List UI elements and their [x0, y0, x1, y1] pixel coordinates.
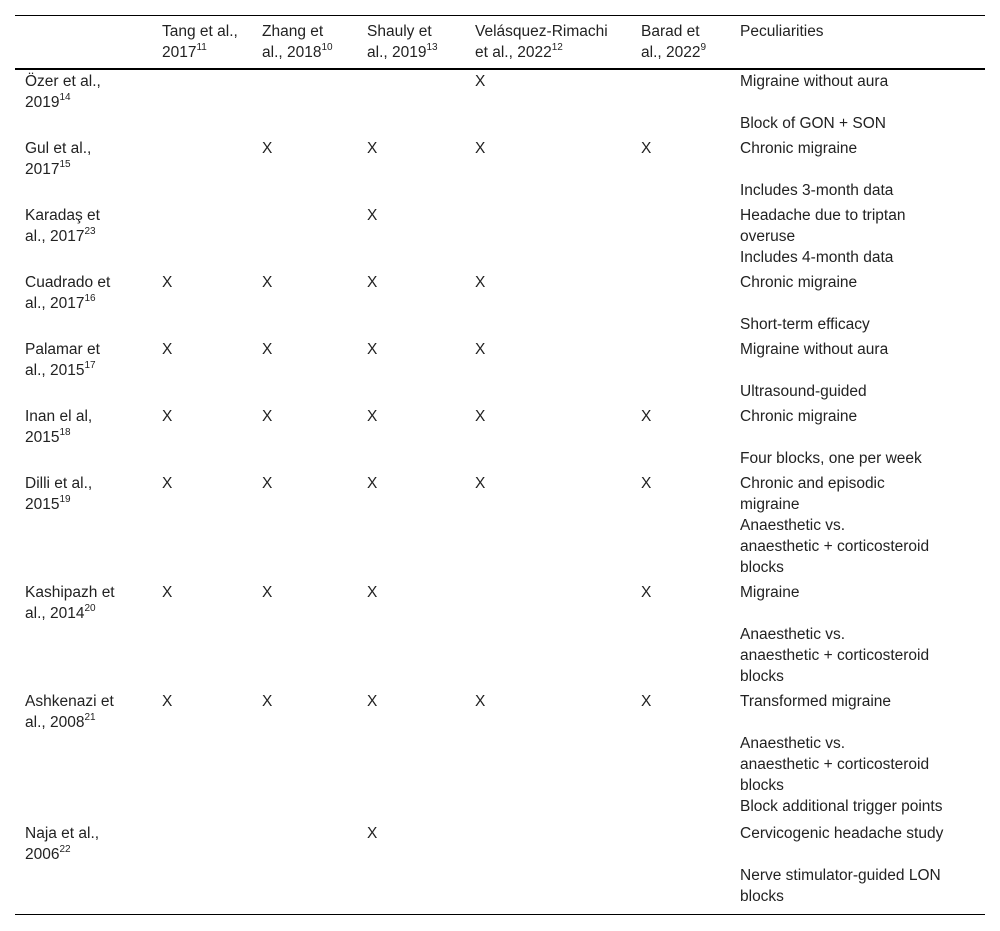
- inclusion-mark: X: [162, 408, 173, 425]
- study-line1: Ashkenazi et: [25, 693, 114, 710]
- study-line1: Palamar et: [25, 341, 100, 358]
- peculiarity-note: Migraine without aura: [740, 341, 889, 358]
- col-header-ref: 9: [700, 41, 707, 53]
- study-cell: [25, 823, 99, 865]
- study-line2: 2015: [25, 429, 60, 446]
- peculiarity-note: Chronic and episodic: [740, 475, 885, 492]
- study-cell: [25, 473, 92, 515]
- study-line1: Karadaş et: [25, 207, 100, 224]
- study-line2: al., 2017: [25, 228, 85, 245]
- col-header-line2: 2017: [162, 44, 197, 61]
- study-line2: al., 2015: [25, 362, 85, 379]
- inclusion-mark: X: [367, 274, 378, 291]
- study-cell: [25, 406, 92, 448]
- inclusion-mark: X: [262, 693, 273, 710]
- peculiarity-note: Chronic migraine: [740, 274, 858, 291]
- study-ref: 17: [84, 359, 96, 371]
- inclusion-mark: X: [475, 341, 486, 358]
- study-line2: 2017: [25, 161, 60, 178]
- peculiarity-note: Headache due to triptan: [740, 207, 906, 224]
- col-header-shauly: [367, 21, 438, 63]
- study-cell: [25, 339, 100, 381]
- inclusion-mark: X: [162, 274, 173, 291]
- peculiarity-note: Chronic migraine: [740, 408, 858, 425]
- inclusion-mark: X: [162, 693, 173, 710]
- col-header-ref: 12: [551, 41, 563, 53]
- peculiarity-note: Migraine without aura: [740, 73, 889, 90]
- peculiarities-header-label: Peculiarities: [740, 23, 824, 40]
- study-ref: 14: [59, 91, 71, 103]
- peculiarity-note: anaesthetic + corticosteroid: [740, 756, 930, 773]
- inclusion-mark: X: [641, 408, 652, 425]
- study-line2: al., 2014: [25, 605, 85, 622]
- col-header-velasquez: [475, 21, 608, 63]
- peculiarity-note: Anaesthetic vs.: [740, 735, 846, 752]
- col-header-ref: 11: [196, 41, 207, 53]
- inclusion-mark: X: [641, 693, 652, 710]
- inclusion-mark: X: [475, 140, 486, 157]
- peculiarity-note: Transformed migraine: [740, 693, 892, 710]
- inclusion-mark: X: [641, 475, 652, 492]
- peculiarity-note: Includes 4-month data: [740, 249, 894, 266]
- peculiarity-note: Chronic migraine: [740, 140, 858, 157]
- col-header-line2: et al., 2022: [475, 44, 552, 61]
- study-cell: [25, 272, 110, 314]
- study-line1: Özer et al.,: [25, 73, 101, 90]
- peculiarity-note: migraine: [740, 496, 800, 513]
- peculiarity-note: blocks: [740, 559, 784, 576]
- study-ref: 22: [59, 843, 71, 855]
- study-line1: Cuadrado et: [25, 274, 111, 291]
- peculiarity-note: Block additional trigger points: [740, 798, 943, 815]
- study-line2: al., 2017: [25, 295, 85, 312]
- peculiarity-note: Ultrasound-guided: [740, 383, 867, 400]
- inclusion-mark: X: [367, 408, 378, 425]
- inclusion-mark: X: [475, 475, 486, 492]
- col-header-barad: [641, 21, 706, 63]
- col-header-line1: Barad et: [641, 23, 700, 40]
- study-line2: al., 2008: [25, 714, 85, 731]
- study-line1: Gul et al.,: [25, 140, 92, 157]
- inclusion-mark: X: [367, 584, 378, 601]
- col-header-line1: Zhang et: [262, 23, 324, 40]
- study-line1: Dilli et al.,: [25, 475, 93, 492]
- study-line2: 2019: [25, 94, 60, 111]
- peculiarity-note: Anaesthetic vs.: [740, 517, 846, 534]
- inclusion-mark: X: [367, 475, 378, 492]
- study-ref: 18: [59, 426, 71, 438]
- inclusion-mark: X: [367, 693, 378, 710]
- inclusion-mark: X: [162, 475, 173, 492]
- study-line1: Kashipazh et: [25, 584, 115, 601]
- inclusion-mark: X: [475, 693, 486, 710]
- study-cell: [25, 691, 114, 733]
- inclusion-mark: X: [162, 584, 173, 601]
- peculiarity-note: Block of GON + SON: [740, 115, 887, 132]
- col-header-zhang: [262, 21, 333, 63]
- peculiarity-note: Nerve stimulator-guided LON: [740, 867, 941, 884]
- inclusion-mark: X: [475, 274, 486, 291]
- study-ref: 19: [59, 493, 71, 505]
- peculiarity-note: anaesthetic + corticosteroid: [740, 538, 930, 555]
- peculiarity-note: Four blocks, one per week: [740, 450, 922, 467]
- inclusion-mark: X: [475, 408, 486, 425]
- study-cell: [25, 71, 101, 113]
- study-line2: 2015: [25, 496, 60, 513]
- peculiarity-note: blocks: [740, 777, 784, 794]
- inclusion-mark: X: [367, 825, 378, 842]
- peculiarity-note: Includes 3-month data: [740, 182, 894, 199]
- inclusion-mark: X: [641, 584, 652, 601]
- inclusion-mark: X: [367, 207, 378, 224]
- peculiarity-note: Anaesthetic vs.: [740, 626, 846, 643]
- col-header-line1: Velásquez-Rimachi: [475, 23, 608, 40]
- col-header-line1: Tang et al.,: [162, 23, 238, 40]
- col-header-tang: [162, 21, 238, 63]
- col-header-line2: al., 2022: [641, 44, 701, 61]
- top-rule: [15, 15, 985, 16]
- col-header-line2: al., 2019: [367, 44, 427, 61]
- peculiarity-note: Cervicogenic headache study: [740, 825, 944, 842]
- inclusion-mark: X: [262, 140, 273, 157]
- inclusion-mark: X: [262, 475, 273, 492]
- col-header-peculiarities: [740, 21, 824, 42]
- inclusion-mark: X: [367, 341, 378, 358]
- study-cell: [25, 205, 100, 247]
- col-header-ref: 13: [426, 41, 438, 53]
- inclusion-mark: X: [262, 408, 273, 425]
- inclusion-mark: X: [641, 140, 652, 157]
- study-ref: 23: [84, 225, 96, 237]
- study-ref: 20: [84, 602, 96, 614]
- peculiarity-note: blocks: [740, 668, 784, 685]
- inclusion-mark: X: [367, 140, 378, 157]
- peculiarity-note: blocks: [740, 888, 784, 905]
- peculiarity-note: Short-term efficacy: [740, 316, 870, 333]
- study-ref: 15: [59, 158, 71, 170]
- study-cell: [25, 582, 115, 624]
- study-line1: Inan el al,: [25, 408, 93, 425]
- study-cell: [25, 138, 91, 180]
- bottom-rule: [15, 914, 985, 915]
- study-ref: 16: [84, 292, 96, 304]
- header-rule: [15, 68, 985, 70]
- inclusion-mark: X: [475, 73, 486, 90]
- inclusion-mark: X: [262, 584, 273, 601]
- study-line2: 2006: [25, 846, 60, 863]
- inclusion-mark: X: [262, 341, 273, 358]
- peculiarity-note: overuse: [740, 228, 796, 245]
- peculiarity-note: Migraine: [740, 584, 800, 601]
- col-header-line2: al., 2018: [262, 44, 322, 61]
- col-header-ref: 10: [321, 41, 333, 53]
- inclusion-mark: X: [262, 274, 273, 291]
- peculiarity-note: anaesthetic + corticosteroid: [740, 647, 930, 664]
- study-ref: 21: [84, 711, 96, 723]
- study-line1: Naja et al.,: [25, 825, 100, 842]
- inclusion-mark: X: [162, 341, 173, 358]
- col-header-line1: Shauly et: [367, 23, 432, 40]
